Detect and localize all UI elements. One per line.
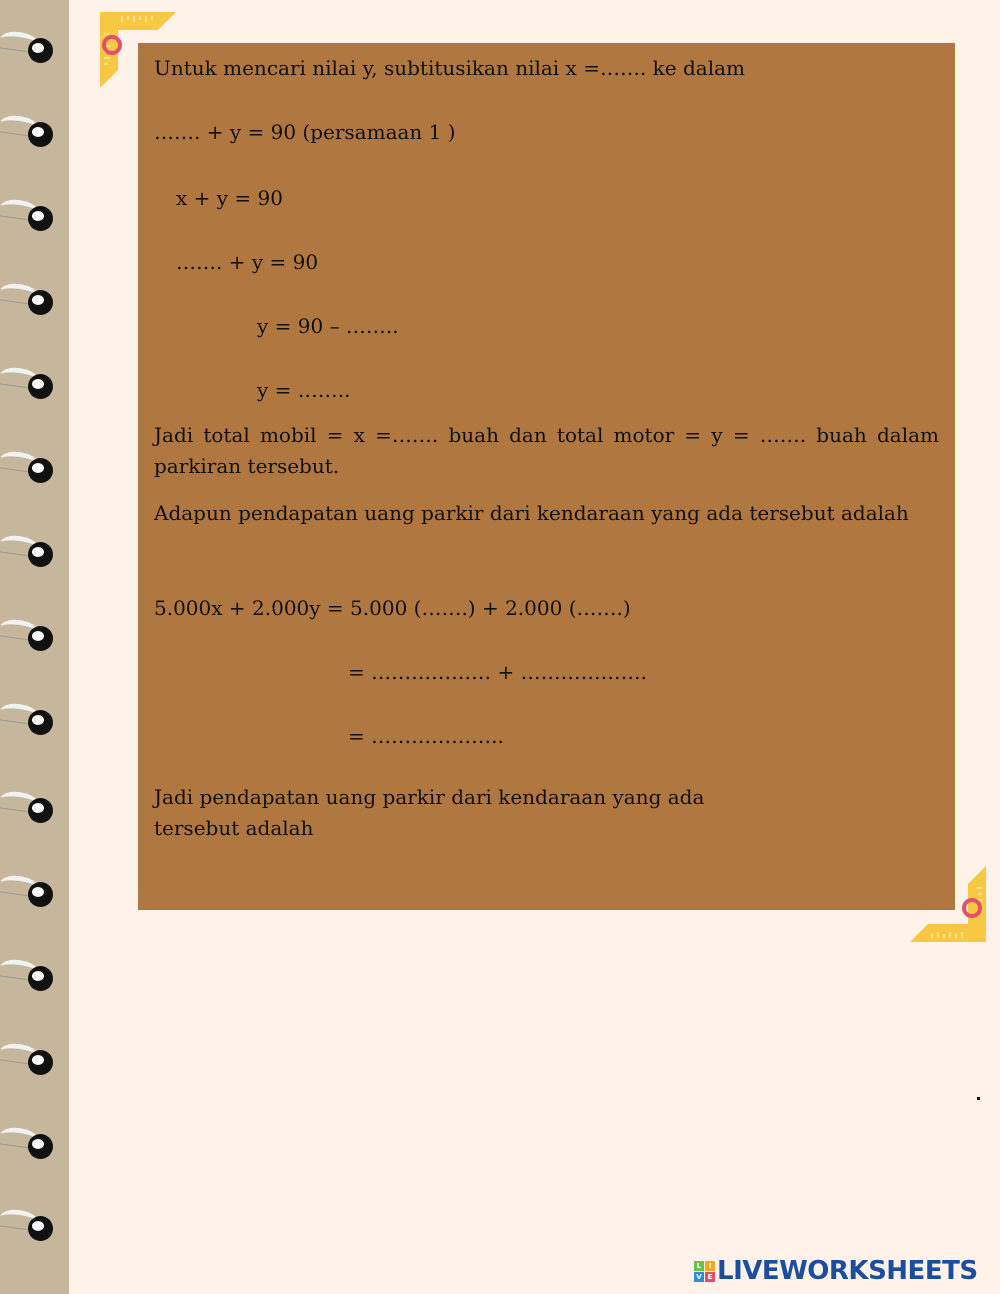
binder-ring bbox=[0, 1208, 60, 1248]
binder-ring bbox=[0, 198, 60, 238]
income-equation: = ……………… + ………………. bbox=[348, 660, 647, 684]
logo-wordmark: LIVEWORKSHEETS bbox=[717, 1256, 978, 1286]
final-statement: Jadi pendapatan uang parkir dari kendaraan yang ada bbox=[154, 785, 705, 809]
stray-dot bbox=[977, 1097, 980, 1100]
logo-mark-icon: L I V E bbox=[694, 1261, 715, 1282]
binder-ring bbox=[0, 114, 60, 154]
binder-ring bbox=[0, 1126, 60, 1166]
notebook-spine bbox=[0, 0, 69, 1294]
income-equation: = ……………….. bbox=[348, 724, 504, 748]
binder-ring bbox=[0, 30, 60, 70]
equation-line: ……. + y = 90 (persamaan 1 ) bbox=[154, 120, 456, 144]
binder-ring bbox=[0, 874, 60, 914]
worksheet-card bbox=[138, 43, 955, 910]
binder-ring bbox=[0, 1042, 60, 1082]
binder-ring bbox=[0, 790, 60, 830]
equation-line: y = …….. bbox=[257, 378, 351, 402]
income-equation: 5.000x + 2.000y = 5.000 (…….) + 2.000 (…….) bbox=[154, 596, 631, 620]
binder-ring bbox=[0, 366, 60, 406]
tape-corner-bottom-right bbox=[908, 864, 988, 944]
final-statement: tersebut adalah bbox=[154, 816, 314, 840]
equation-line: y = 90 – …….. bbox=[257, 314, 399, 338]
binder-ring bbox=[0, 702, 60, 742]
binder-ring bbox=[0, 958, 60, 998]
binder-ring bbox=[0, 618, 60, 658]
equation-line: x + y = 90 bbox=[176, 186, 283, 210]
binder-ring bbox=[0, 450, 60, 490]
income-paragraph: Adapun pendapatan uang parkir dari kendaraan yang ada tersebut adalah bbox=[154, 501, 909, 525]
conclusion-paragraph: Jadi total mobil = x =……. buah dan total motor = y = ……. buah dalam parkiran tersebut. bbox=[154, 423, 939, 478]
equation-line: ……. + y = 90 bbox=[176, 250, 319, 274]
binder-ring bbox=[0, 282, 60, 322]
binder-ring bbox=[0, 534, 60, 574]
liveworksheets-logo[interactable] bbox=[694, 1256, 978, 1286]
instruction-line: Untuk mencari nilai y, subtitusikan nilai x =……. ke dalam bbox=[154, 56, 745, 80]
